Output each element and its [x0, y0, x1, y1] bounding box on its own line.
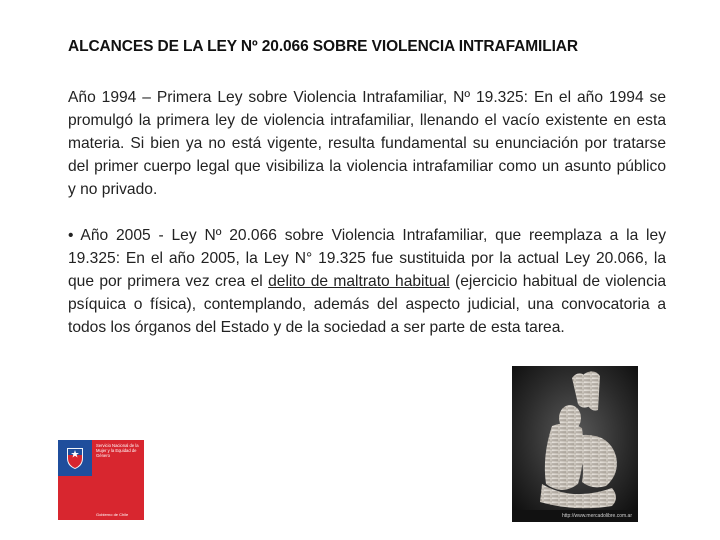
paragraph-2005-text-end: (ejercicio habitual de violencia psíquica o física), contemplando, además del aspecto judicial, una convocatoria a todos los órganos del Estado y de la sociedad a ser parte de esta tarea. — [68, 273, 667, 336]
paragraph-2005-text-start: • Año 2005 - Ley Nº 20.066 sobre Violencia Intrafamiliar, que reemplaza a la ley 19.325: En el año 2005, la Ley N° 19.325 fue sustituida por la actual Ley 20.066, la que por primera vez crea el — [68, 227, 666, 290]
paragraph-1994-law: Año 1994 – Primera Ley sobre Violencia Intrafamiliar, Nº 19.325: En el año 1994 se promulgó la primera ley de violencia intrafamiliar, llenando el vacío existente en esta materia. Si bien ya no está vigente, resulta fundamental su enunciación por tratarse del primer cuerpo legal que visibiliza la violencia intrafamiliar como un asunto público y no privado. — [68, 89, 666, 198]
logo-red-panel — [92, 440, 144, 520]
logo-red-block — [58, 476, 92, 520]
logo-blue-square — [58, 440, 92, 476]
sernameg-logo — [58, 440, 144, 520]
logo-footer: Gobierno de Chile — [96, 512, 129, 517]
chile-coat-of-arms-icon — [65, 446, 85, 470]
logo-left-block — [58, 440, 92, 520]
slide-title: ALCANCES DE LA LEY Nº 20.066 SOBRE VIOLENCIA INTRAFAMILIAR — [68, 38, 578, 55]
paragraph-2005-law — [68, 224, 666, 339]
artwork-photo — [512, 366, 638, 522]
photo-caption: http://www.mercadolibre.com.ar — [561, 513, 632, 519]
logo-institution-name: Servicio Nacional de la Mujer y la Equidad de Género — [96, 443, 139, 458]
underlined-term: delito de maltrato habitual — [268, 273, 450, 290]
seated-figure-image — [512, 366, 638, 522]
